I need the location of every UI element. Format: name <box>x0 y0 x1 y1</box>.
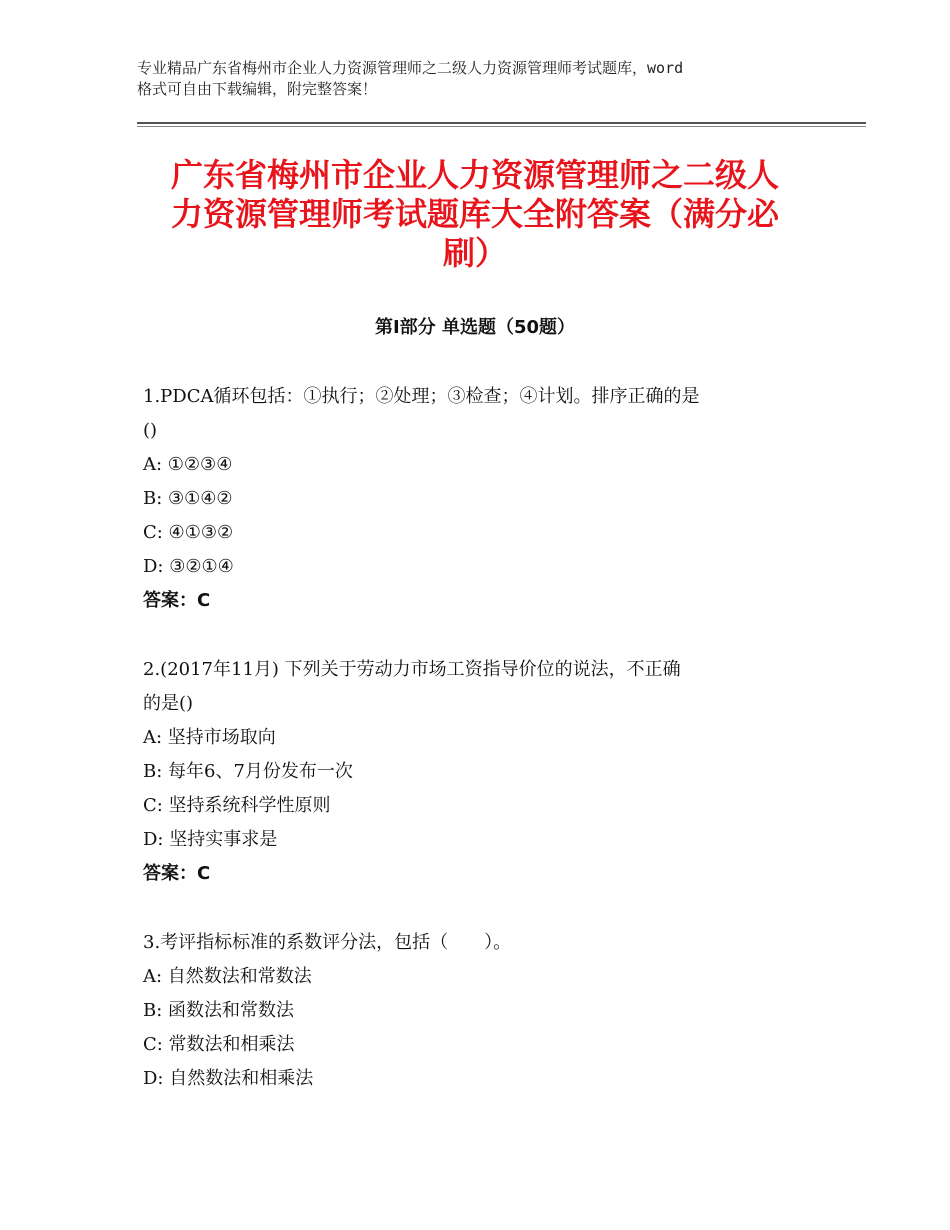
question-2-option-b: B: 每年6、7月份发布一次 <box>143 761 353 782</box>
question-1-stem-line-1: 1.PDCA循环包括：①执行；②处理；③检查；④计划。排序正确的是 <box>143 386 700 407</box>
question-2-option-c: C: 坚持系统科学性原则 <box>143 795 331 816</box>
question-2-answer: 答案：C <box>143 863 211 884</box>
header-note <box>137 58 837 100</box>
question-3-option-d: D: 自然数法和相乘法 <box>143 1068 314 1089</box>
question-1-option-a: A: ①②③④ <box>143 454 233 475</box>
question-2-stem-line-2: 的是() <box>143 693 194 714</box>
document-title-line-3: 刷） <box>442 234 507 272</box>
document-title-line-2: 力资源管理师考试题库大全附答案（满分必 <box>170 195 779 233</box>
document-title-line-1: 广东省梅州市企业人力资源管理师之二级人 <box>170 156 779 194</box>
question-1-answer: 答案：C <box>143 590 211 611</box>
question-2 <box>143 653 823 891</box>
question-1 <box>143 380 823 618</box>
header-divider-thick <box>137 122 866 124</box>
question-1-option-b: B: ③①④② <box>143 488 233 509</box>
document-title <box>137 156 813 273</box>
question-3-option-b: B: 函数法和常数法 <box>143 1000 295 1021</box>
header-divider-thin <box>137 126 866 127</box>
header-note-line-1: 专业精品广东省梅州市企业人力资源管理师之二级人力资源管理师考试题库，word <box>137 59 684 77</box>
question-1-option-c: C: ④①③② <box>143 522 234 543</box>
question-2-stem-line-1: 2.(2017年11月) 下列关于劳动力市场工资指导价位的说法，不正确 <box>143 659 681 680</box>
question-3-stem-line-1: 3.考评指标标准的系数评分法，包括（ ）。 <box>143 932 512 953</box>
section-title: 第Ⅰ部分 单选题（50题） <box>374 317 575 338</box>
question-3-option-a: A: 自然数法和常数法 <box>143 966 312 987</box>
question-1-stem-line-2: () <box>143 420 158 441</box>
question-2-option-a: A: 坚持市场取向 <box>143 727 276 748</box>
header-note-line-2: 格式可自由下载编辑，附完整答案！ <box>137 80 378 98</box>
question-2-option-d: D: 坚持实事求是 <box>143 829 278 850</box>
question-3-option-c: C: 常数法和相乘法 <box>143 1034 295 1055</box>
question-1-option-d: D: ③②①④ <box>143 556 234 577</box>
question-3 <box>143 926 823 1096</box>
